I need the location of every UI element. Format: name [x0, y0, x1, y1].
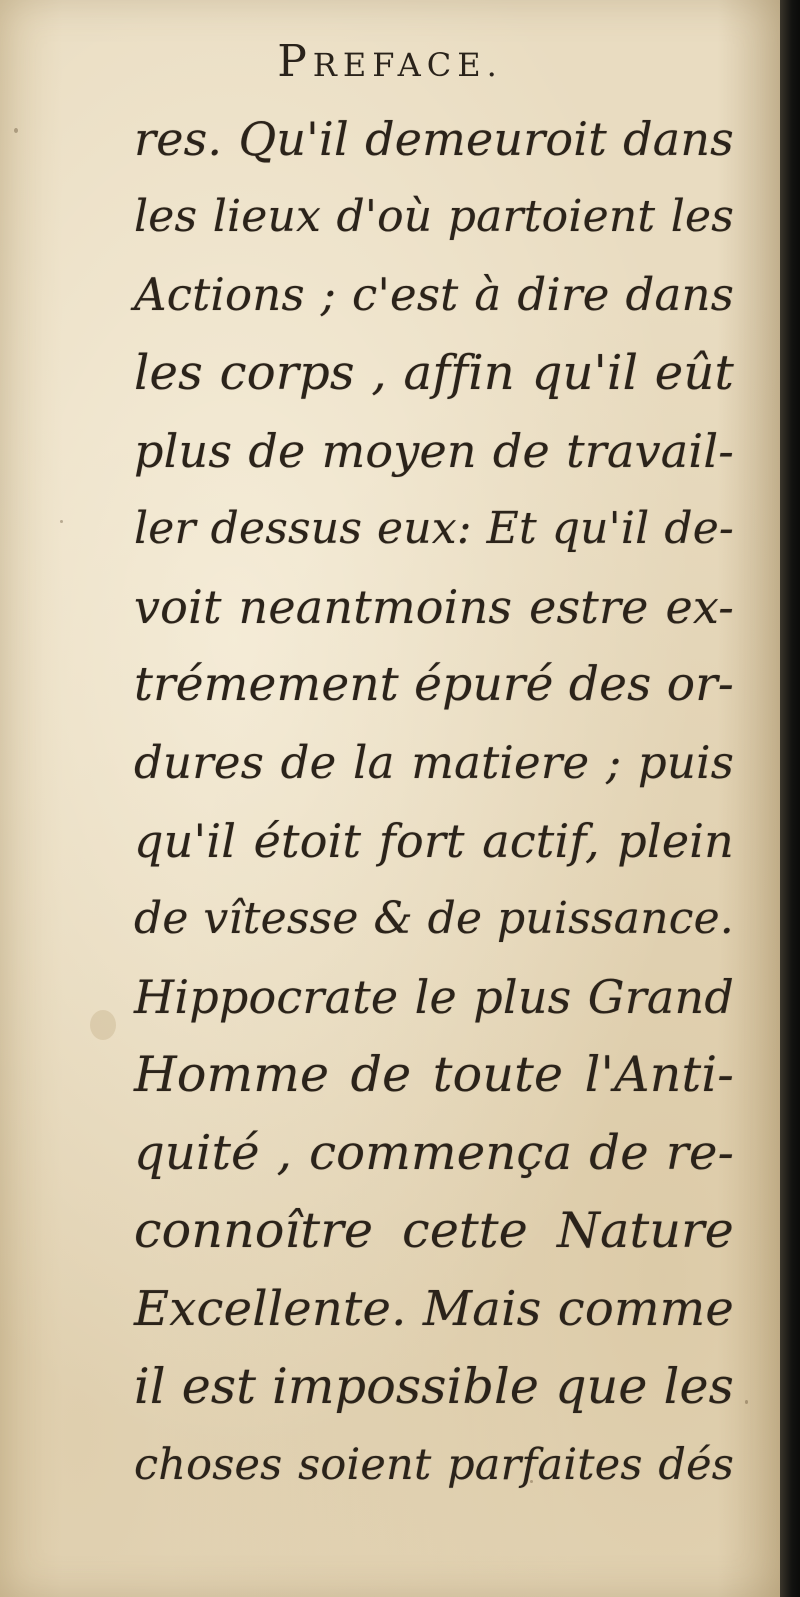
text-line: Excellente. Mais comme: [134, 1281, 734, 1337]
text-line: trémement épuré des or-: [134, 657, 734, 712]
text-line: les lieux d'où partoient les: [134, 191, 734, 242]
text-line: choses soient parfaites dés: [134, 1440, 734, 1490]
text-line: Homme de toute l'Anti-: [134, 1046, 734, 1103]
text-line: connoître cette Nature: [134, 1202, 734, 1259]
header-initial: P: [277, 36, 313, 87]
text-line: dures de la matiere ; puis: [134, 736, 734, 789]
page-edge-shadow: [780, 0, 800, 1597]
header-rest: REFACE.: [312, 46, 503, 84]
text-line: ler dessus eux: Et qu'il de-: [134, 503, 734, 554]
text-line: res. Qu'il demeuroit dans: [134, 112, 734, 166]
text-line: de vîtesse & de puissance.: [134, 893, 734, 944]
text-line: voit neantmoins estre ex-: [134, 580, 734, 634]
body-text: [134, 100, 734, 1504]
text-line: quité , commença de re-: [134, 1125, 734, 1181]
text-line: il est impossible que les: [134, 1358, 734, 1415]
running-header: [0, 38, 780, 89]
text-line: qu'il étoit fort actif, plein: [134, 814, 734, 868]
text-line: les corps , affin qu'il eût: [134, 345, 734, 401]
text-line: plus de moyen de travail-: [134, 424, 734, 478]
text-line: Hippocrate le plus Grand: [134, 970, 734, 1024]
text-line: Actions ; c'est à dire dans: [134, 268, 734, 321]
